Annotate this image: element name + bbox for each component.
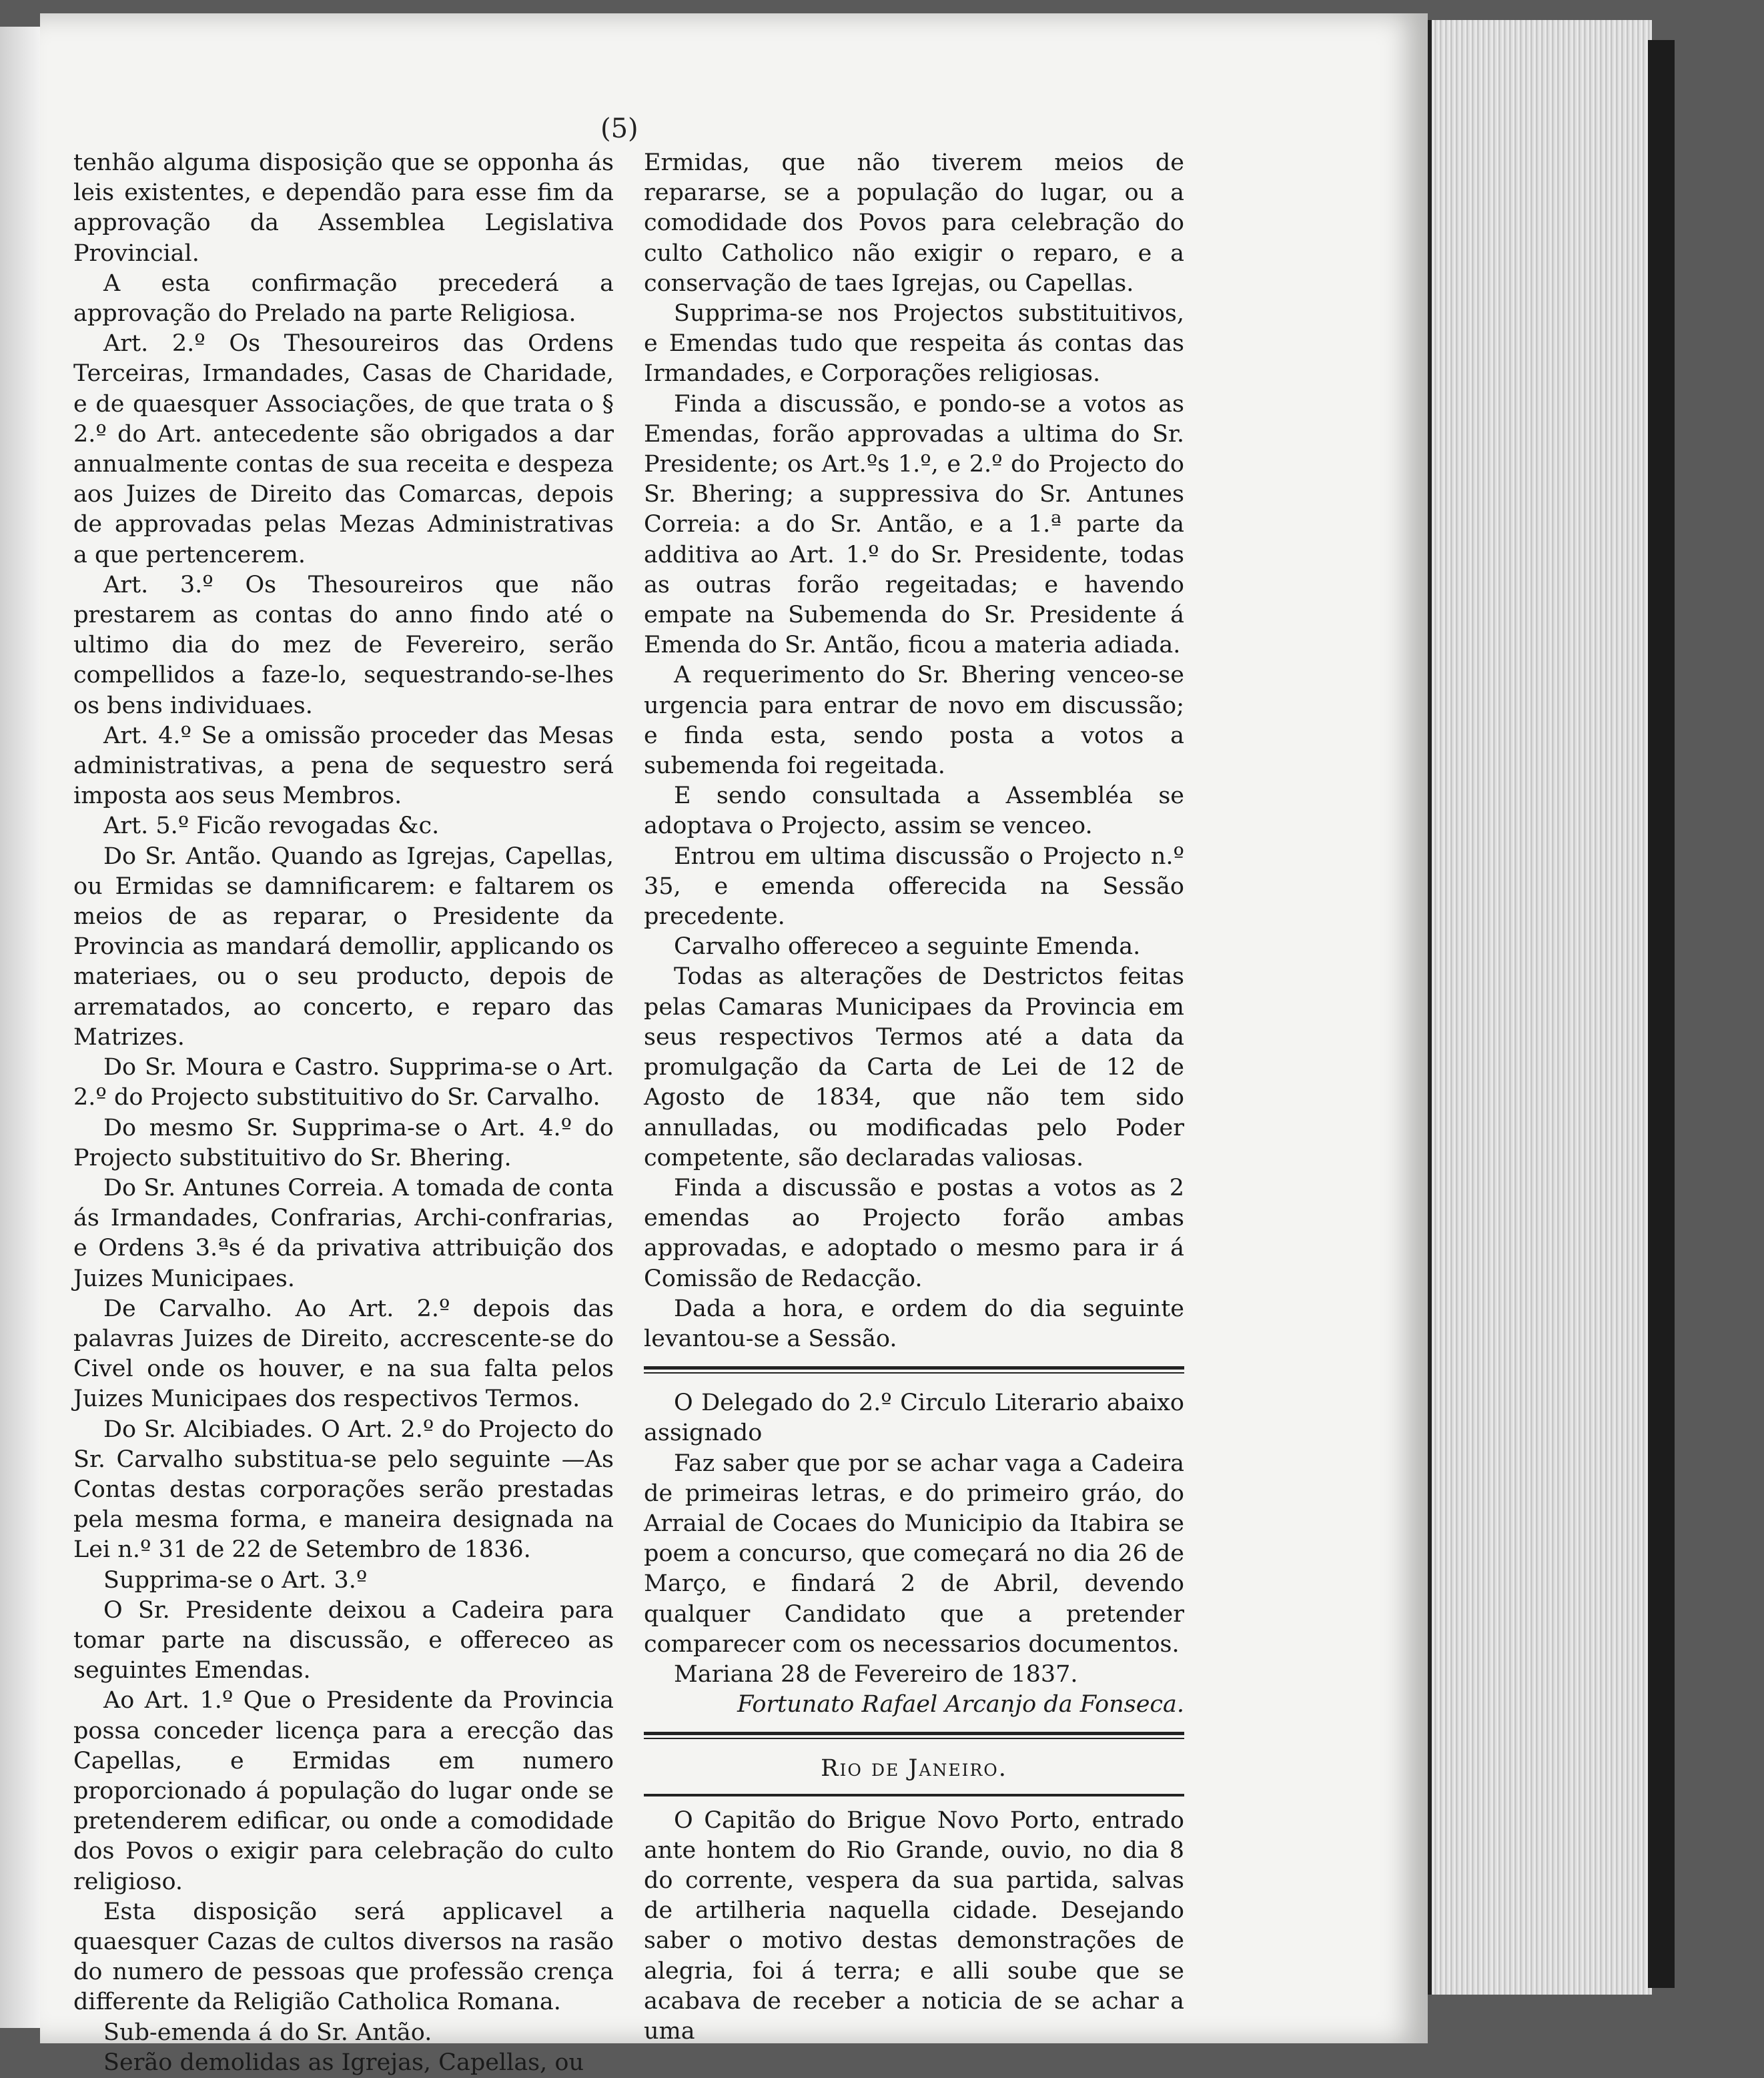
right-column bbox=[644, 148, 1184, 2047]
section-divider bbox=[644, 1366, 1184, 1374]
paragraph: Supprima-se nos Projectos substituitivos, e Emendas tudo que respeita ás contas das Irmandades, e Corporações religiosas. bbox=[644, 300, 1184, 388]
paragraph: Mariana 28 de Fevereiro de 1837. bbox=[674, 1660, 1078, 1688]
paragraph: Finda a discussão e postas a votos as 2 emendas ao Projecto forão ambas approvadas, e adoptado o mesmo para ir á Comissão de Redacção. bbox=[644, 1174, 1184, 1292]
school-vacancy-notice bbox=[644, 1388, 1184, 1690]
paragraph: Do Sr. Antunes Correia. A tomada de conta ás Irmandades, Confrarias, Archi-confrarias, e Ordens 3.ªs é da privativa attribuição dos Juizes Municipaes. bbox=[73, 1174, 614, 1292]
paragraph: Faz saber que por se achar vaga a Cadeira de primeiras letras, e do primeiro gráo, do Arraial de Cocaes do Municipio da Itabira se poem a concurso, que começará no dia 26 de Março, e findará 2 de Abril, devendo qualquer Candidato que a pretender comparecer com os necessarios documentos. bbox=[644, 1450, 1184, 1658]
facing-page-edge bbox=[0, 27, 41, 2028]
paragraph: Dada a hora, e ordem do dia seguinte levantou-se a Sessão. bbox=[644, 1295, 1184, 1352]
paragraph: Sub-emenda á do Sr. Antão. bbox=[103, 2019, 432, 2046]
paragraph: Esta disposição será applicavel a quaesquer Cazas de cultos diversos na rasão do numero de pessoas que professão crença differente da Religião Catholica Romana. bbox=[73, 1898, 614, 2016]
notice-signature: Fortunato Rafael Arcanjo da Fonseca. bbox=[737, 1691, 1184, 1718]
paragraph: E sendo consultada a Assembléa se adoptava o Projecto, assim se venceo. bbox=[644, 783, 1184, 840]
paragraph: Serão demolidas as Igrejas, Capellas, ou bbox=[103, 2049, 584, 2076]
paragraph: Do mesmo Sr. Supprima-se o Art. 4.º do Projecto substituitivo do Sr. Bhering. bbox=[73, 1114, 614, 1171]
paragraph: A esta confirmação precederá a approvação do Prelado na parte Religiosa. bbox=[73, 270, 614, 328]
paragraph: A requerimento do Sr. Bhering venceo-se urgencia para entrar de novo em discussão; e finda esta, sendo posta a votos a subemenda foi regeitada. bbox=[644, 662, 1184, 780]
paragraph: Art. 5.º Ficão revogadas &c. bbox=[103, 813, 440, 840]
paragraph: Art. 3.º Os Thesoureiros que não prestarem as contas do anno findo até o ultimo dia do mez de Fevereiro, serão compellidos a faze-lo, sequestrando-se-lhes os bens individuaes. bbox=[73, 571, 614, 719]
paragraph: Entrou em ultima discussão o Projecto n.º 35, e emenda offerecida na Sessão precedente. bbox=[644, 843, 1184, 931]
paragraph: De Carvalho. Ao Art. 2.º depois das palavras Juizes de Direito, accrescente-se do Civel onde os houver, e na sua falta pelos Juizes Municipaes dos respectivos Termos. bbox=[73, 1295, 614, 1413]
paragraph: Finda a discussão, e pondo-se a votos as Emendas, forão approvadas a ultima do Sr. Presidente; os Art.ºs 1.º, e 2.º do Projecto do Sr. Bhering; a suppressiva do Sr. Antunes Correia: a do Sr. Antão, e a 1.ª parte da additiva ao Art. 1.º do Sr. Presidente, todas as outras forão regeitadas; e havendo empate na Subemenda do Sr. Presidente á Emenda do Sr. Antão, ficou a materia adiada. bbox=[644, 390, 1184, 659]
page-number: (5) bbox=[600, 113, 638, 144]
paragraph: Art. 4.º Se a omissão proceder das Mesas administrativas, a pena de sequestro será imposta aos seus Membros. bbox=[73, 722, 614, 810]
paragraph: Art. 2.º Os Thesoureiros das Ordens Terceiras, Irmandades, Casas de Charidade, e de quaesquer Associações, de que trata o § 2.º do Art. antecedente são obrigados a dar annualmente contas de sua receita e despeza aos Juizes de Direito das Comarcas, depois de approvadas pelas Mezas Administrativas a que pertencerem. bbox=[73, 330, 614, 568]
paragraph: Do Sr. Antão. Quando as Igrejas, Capellas, ou Ermidas se damnificarem: e faltarem os meios de as reparar, o Presidente da Provincia as mandará demollir, applicando os materiaes, ou o seu producto, depois de arrematados, ao concerto, e reparo das Matrizes. bbox=[73, 843, 614, 1051]
paragraph: Supprima-se o Art. 3.º bbox=[103, 1566, 368, 1594]
heading-rule bbox=[644, 1794, 1184, 1796]
paragraph: Todas as alterações de Destrictos feitas pelas Camaras Municipaes da Provincia em seus respectivos Termos até a data da promulgação da Carta de Lei de 12 de Agosto de 1834, que não tem sido annulladas, ou modificadas pelo Poder competente, são declaradas valiosas. bbox=[644, 963, 1184, 1171]
paragraph: Ao Art. 1.º Que o Presidente da Provincia possa conceder licença para a erecção das Capellas, e Ermidas em numero proporcionado á população do lugar onde se pretenderem edificar, ou onde a comodidade dos Povos o exigir para celebração do culto religioso. bbox=[73, 1687, 614, 1895]
section-heading: Rio de Janeiro. bbox=[821, 1755, 1007, 1782]
paragraph: Do Sr. Moura e Castro. Supprima-se o Art. 2.º do Projecto substituitivo do Sr. Carvalho. bbox=[73, 1054, 614, 1111]
section-divider bbox=[644, 1732, 1184, 1739]
left-column bbox=[73, 148, 614, 2078]
paragraph: O Sr. Presidente deixou a Cadeira para tomar parte na discussão, e offereceo as seguintes Emendas. bbox=[73, 1596, 614, 1684]
paragraph: Ermidas, que não tiverem meios de repararse, se a população do lugar, ou a comodidade dos Povos para celebração do culto Catholico não exigir o reparo, e a conservação de taes Igrejas, ou Capellas. bbox=[644, 149, 1184, 297]
book-cover bbox=[1648, 40, 1675, 1988]
rio-news-article bbox=[644, 1806, 1184, 2047]
paragraph: Carvalho offereceo a seguinte Emenda. bbox=[674, 933, 1141, 961]
book-page-edges bbox=[1428, 20, 1652, 1995]
paragraph: tenhão alguma disposição que se opponha ás leis existentes, e dependão para esse fim da approvação da Assemblea Legislativa Provincial. bbox=[73, 149, 614, 267]
paragraph: Do Sr. Alcibiades. O Art. 2.º do Projecto do Sr. Carvalho substitua-se pelo seguinte —As Contas destas corporações serão prestadas pela mesma forma, e maneira designada na Lei n.º 31 de 22 de Setembro de 1836. bbox=[73, 1416, 614, 1564]
paragraph: O Capitão do Brigue Novo Porto, entrado ante hontem do Rio Grande, ouvio, no dia 8 do corrente, vespera da sua partida, salvas de artilheria naquella cidade. Desejando saber o motivo destas demonstrações de alegria, foi á terra; e alli soube que se acabava de receber a noticia de se achar a uma bbox=[644, 1806, 1184, 2045]
paragraph: O Delegado do 2.º Circulo Literario abaixo assignado bbox=[644, 1390, 1184, 1447]
session-minutes-continued bbox=[644, 148, 1184, 1354]
